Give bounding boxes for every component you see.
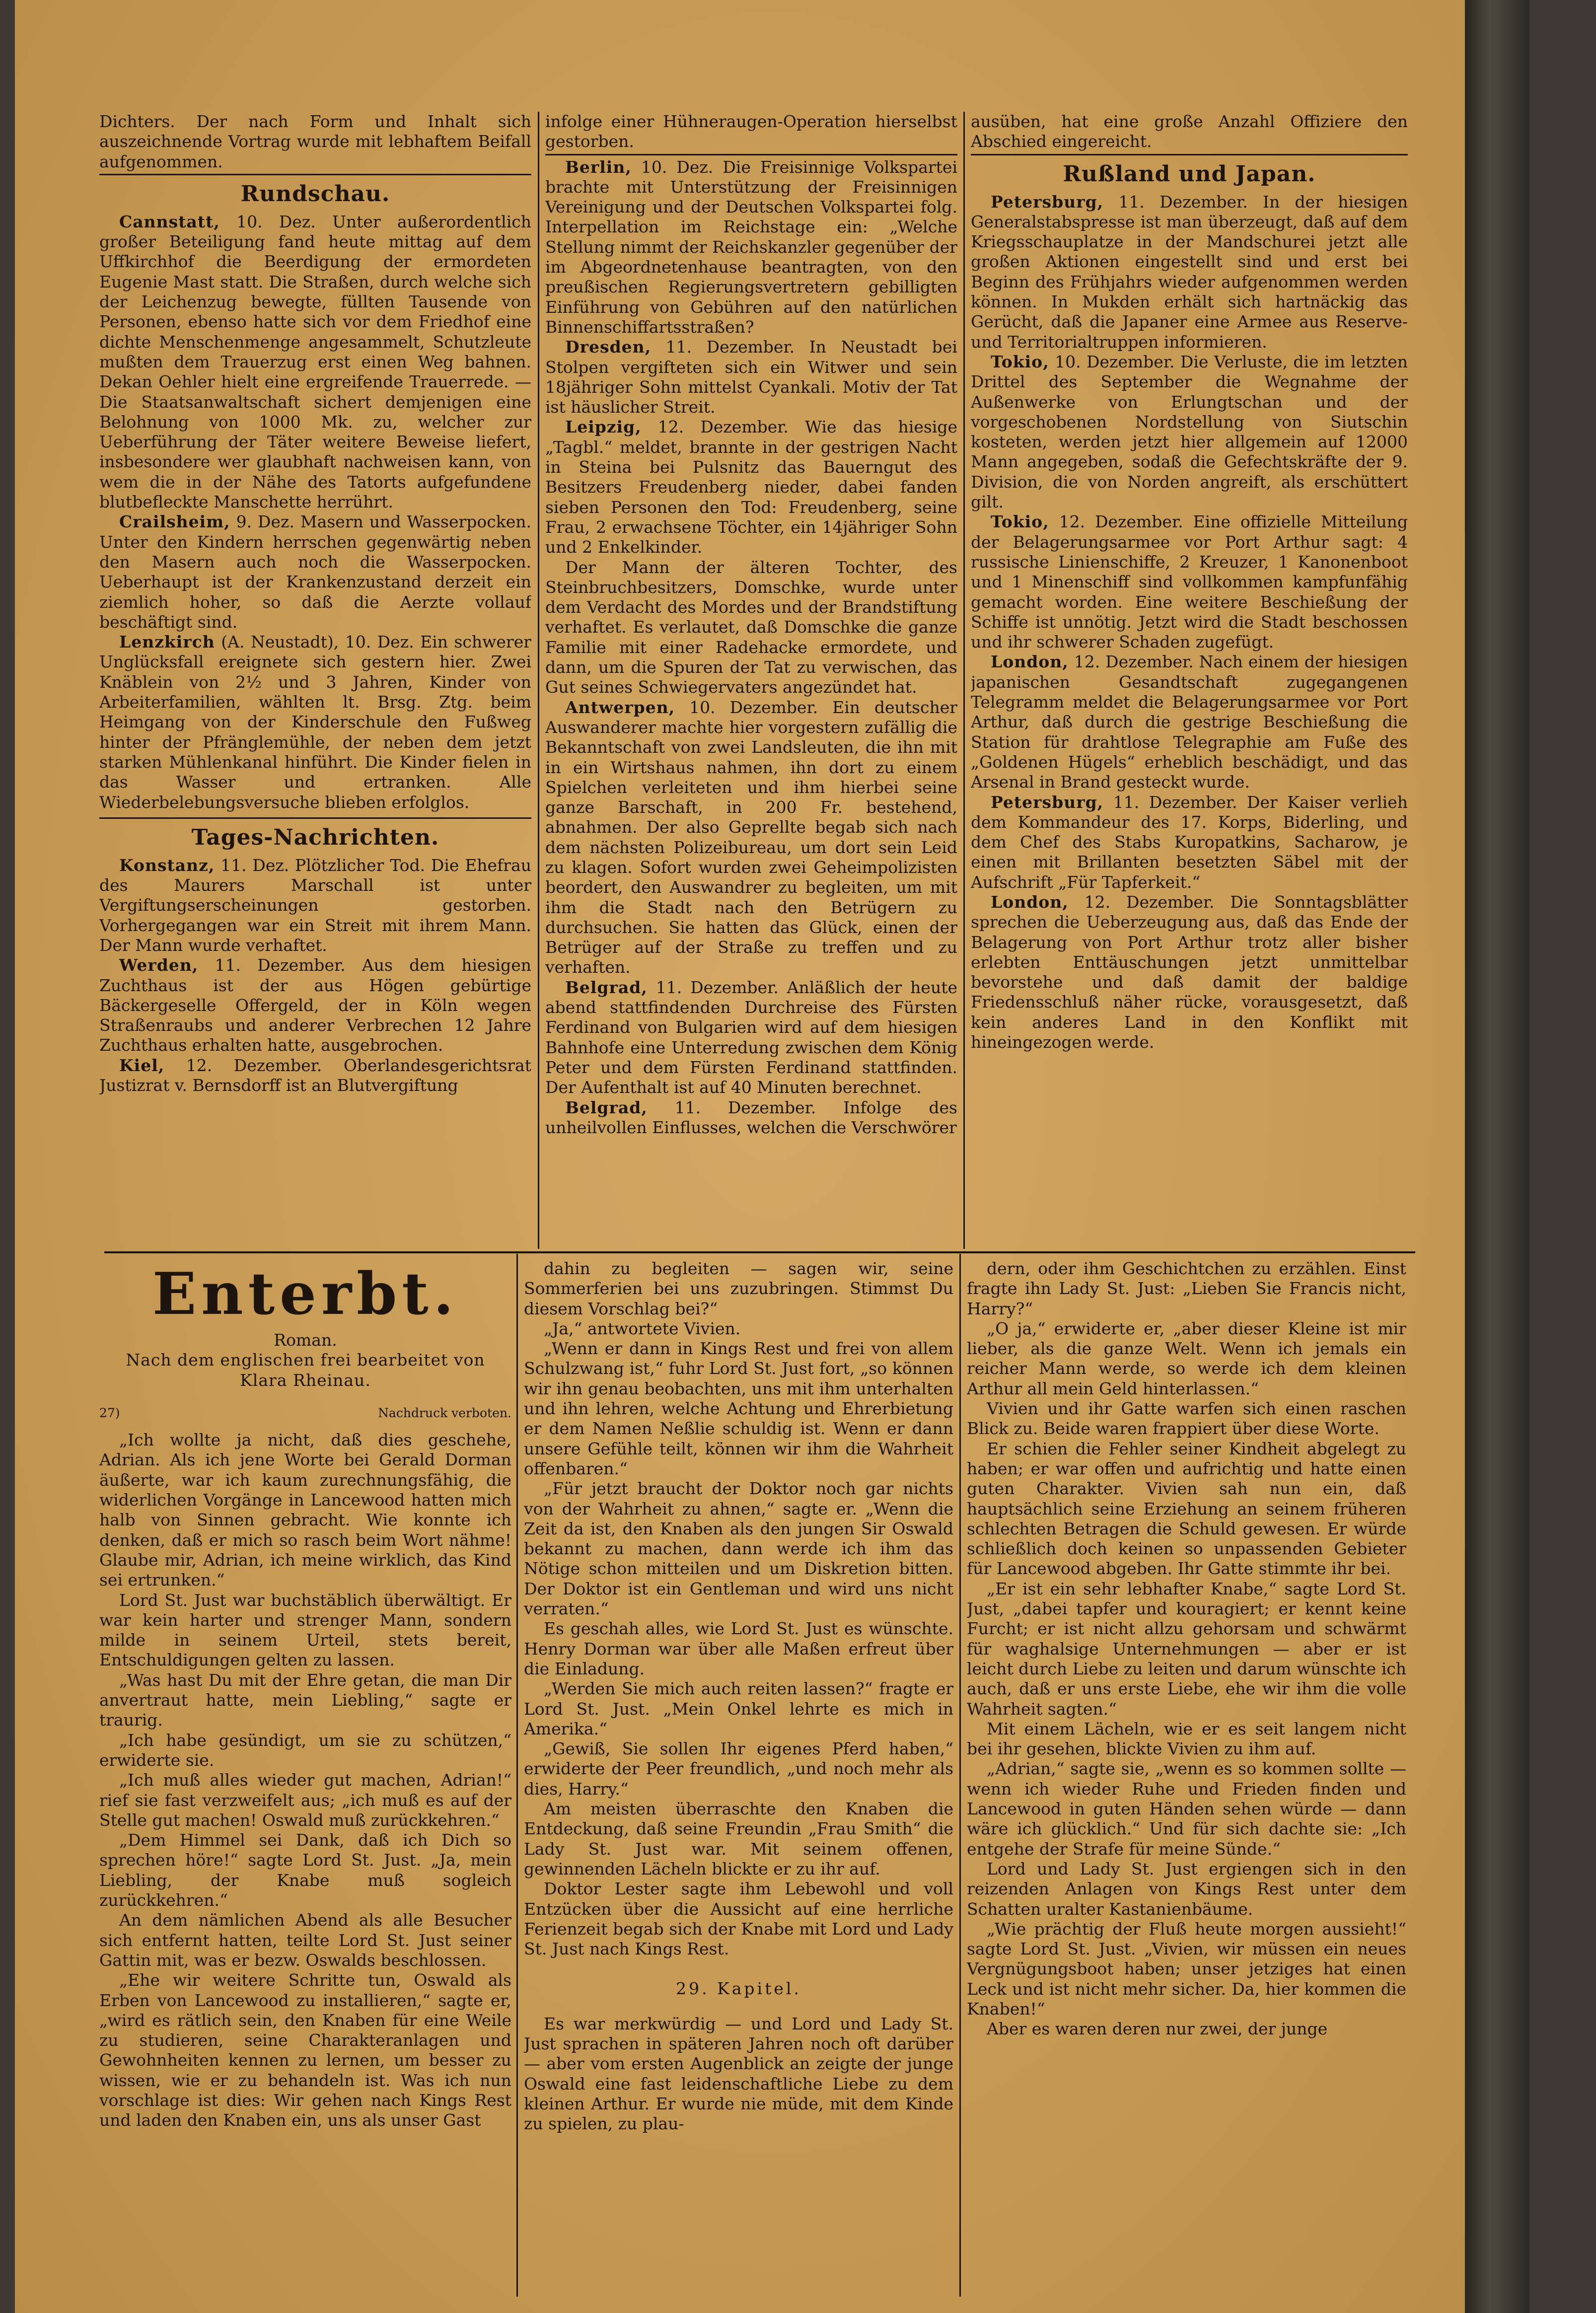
- section-divider: [104, 1251, 1415, 1253]
- novel-paragraph: „Für jetzt braucht der Doktor noch gar nichts von der Wahrheit zu ahnen,“ sagte er. „Wenn die Zeit da ist, den Knaben als den jungen Sir Oswald bekannt zu machen, dann werde ich ihm das Nötige schon mitteilen und um Diskretion bitten. Der Doktor ist ein Gentleman und wird uns nicht verraten.“: [524, 1479, 953, 1619]
- news-item-text: 10. Dez. Die Freisinnige Volkspartei brachte mit Unterstützung der Freisinnigen Vereinigung und der Deutschen Volkspartei folg. Interpellation im Reichstage ein: „Welche Stellung nimmt der Reichskanzler gegenüber der im Abgeordnetenhause beantragten, von den preußischen Regierungsvertretern gebilligten Einführung von Gebühren auf den natürlichen Binnenschiffartsstraßen?: [545, 157, 957, 337]
- news-item-text: 12. Dezember. Oberlandesgerichtsrat Justizrat v. Bernsdorff ist an Blutvergiftung: [99, 1055, 531, 1095]
- novel-paragraph: An dem nämlichen Abend als alle Besucher sich entfernt hatten, teilte Lord St. Just seiner Gattin mit, was er bezw. Oswalds beschlossen.: [99, 1910, 511, 1970]
- novel-paragraph: Er schien die Fehler seiner Kindheit abgelegt zu haben; er war offen und aufrichtig und hatte einen guten Charakter. Vivien sah nun ein, daß hauptsächlich seine Erziehung an seinem früheren schlechten Betragen die Schuld gewesen. Er würde schließlich doch keinen so unpassenden Gebieter für Lancewood abgeben. Ihr Gatte stimmte ihr bei.: [967, 1439, 1406, 1579]
- news-list: [545, 157, 957, 1138]
- news-item-text: 11. Dezember. In der hiesigen Generalstabspresse ist man überzeugt, daß auf dem Kriegsschauplatze in der Mandschurei jetzt alle großen Aktionen eingestellt sind und erst bei Beginn des Frühjahrs wieder aufgenommen werden können. In Mukden erhält sich hartnäckig das Gerücht, daß die Japaner eine Armee aus Reserve- und Territorialtruppen informieren.: [971, 192, 1408, 352]
- chapter-heading: 29. Kapitel.: [676, 1979, 801, 1999]
- novel-paragraph: „Werden Sie mich auch reiten lassen?“ fragte er Lord St. Just. „Mein Onkel lehrte es mich in Amerika.“: [524, 1679, 953, 1738]
- news-item: [971, 192, 1408, 352]
- news-item: [545, 558, 957, 698]
- rundschau-list: [99, 212, 531, 812]
- novel-paragraph: Es war merkwürdig — und Lord und Lady St. Just sprachen in späteren Jahren noch oft darüber — aber vom ersten Augenblick an zeigte der junge Oswald eine fast leidenschaftliche Liebe zu dem kleinen Arthur. Er wurde nie müde, mit dem Kinde zu spielen, zu plau-: [524, 2014, 953, 2134]
- dateline-place: Berlin,: [565, 157, 632, 177]
- novel-byline: Nach dem englischen frei bearbeitet von Klara Rheinau.: [126, 1350, 485, 1390]
- news-item: [99, 512, 531, 632]
- column-rule: [963, 112, 965, 1249]
- dateline-place: Lenzkirch: [119, 632, 215, 652]
- news-item-text: 12. Dezember. Die Sonntagsblätter sprechen die Ueberzeugung aus, daß das Ende der Belagerung von Port Arthur trotz aller bisher erlebten Enttäuschungen jetzt unmittelbar bevorstehe und daß damit der baldige Friedensschluß näher rücke, vorausgesetzt, daß kein anderes Land in den Konflikt mit hineingezogen werde.: [971, 892, 1408, 1052]
- novel-text: [524, 2014, 953, 2134]
- news-item: [545, 978, 957, 1098]
- novel-paragraph: „Adrian,“ sagte sie, „wenn es so kommen sollte — wenn ich wieder Ruhe und Frieden finden und Lancewood in guten Händen sehen würde — dann wäre ich glücklich.“ Und für sich dachte sie: „Ich entgehe der Strafe für meine Sünde.“: [967, 1759, 1406, 1859]
- dateline-place: Petersburg,: [991, 792, 1104, 812]
- news-item-text: 10. Dezember. Ein deutscher Auswanderer machte hier vorgestern zufällig die Bekanntschaft von zwei Landsleuten, die ihn mit in ein Wirtshaus nahmen, ihn dort zu einem Spielchen verleiteten und ihm hierbei seine ganze Barschaft, in 200 Fr. bestehend, abnahmen. Der also Geprellte begab sich nach dem nächsten Polizeibureau, um dort sein Leid zu klagen. Sofort wurden zwei Geheimpolizisten beordert, den Auswandrer zu begleiten, um mit ihm die Stadt nach den Betrügern zu durchsuchen. Sie hatten das Glück, einen der Betrüger auf der Straße zu treffen und zu verhaften.: [545, 697, 957, 977]
- dateline-place: Dresden,: [565, 337, 652, 357]
- dateline-place: Crailsheim,: [119, 512, 230, 532]
- dateline-place: Cannstatt,: [119, 212, 220, 231]
- section-heading: Tages-Nachrichten.: [191, 824, 439, 850]
- dateline-place: Antwerpen,: [565, 697, 675, 717]
- novel-paragraph: „Was hast Du mit der Ehre getan, die man Dir anvertraut hatte, mein Liebling,“ sagte er traurig.: [99, 1670, 511, 1730]
- news-item-text: 11. Dezember. Der Kaiser verlieh dem Kommandeur des 17. Korps, Biderling, und dem Chef des Stabs Kuropatkins, Sacharow, je einen mit Brillanten besetzten Säbel mit der Aufschrift „Für Tapferkeit.“: [971, 792, 1408, 892]
- heading-rule: [99, 174, 531, 175]
- dateline-place: Belgrad,: [565, 1097, 648, 1117]
- installment-number: 27): [99, 1405, 120, 1420]
- news-item-text: Der Mann der älteren Tochter, des Steinbruchbesitzers, Domschke, wurde unter dem Verdacht des Mordes und der Brandstiftung verhaftet. Es verlautet, daß Domschke die ganze Familie mit einer Radehacke ermordete, und dann, um die Spuren der Tat zu verwischen, das Gut seines Schwiegervaters angezündet hat.: [545, 557, 957, 697]
- column-intro: ausüben, hat eine große Anzahl Offiziere den Abschied eingereicht.: [971, 112, 1408, 151]
- novel-text: [967, 1259, 1406, 2039]
- dateline-place: Konstanz,: [119, 855, 215, 875]
- news-item-text: 11. Dez. Plötzlicher Tod. Die Ehefrau des Maurers Marschall ist unter Vergiftungserscheinungen gestorben. Vorhergegangen war ein Streit mit ihrem Mann. Der Mann wurde verhaftet.: [99, 855, 531, 955]
- novel-paragraph: „O ja,“ erwiderte er, „aber dieser Kleine ist mir lieber, als die ganze Welt. Wenn ich jemals ein reicher Mann werde, so werde ich dem kleinen Arthur all mein Geld hinterlassen.“: [967, 1318, 1406, 1398]
- news-item: [545, 157, 957, 338]
- russland-list: [971, 192, 1408, 1053]
- binding-spine: [1465, 0, 1529, 2313]
- installment-note: [99, 1403, 511, 1423]
- heading-rule: [99, 817, 531, 819]
- column-intro: Dichters. Der nach Form und Inhalt sich auszeichnende Vortrag wurde mit lebhaftem Beifall aufgenommen.: [99, 112, 531, 171]
- section-heading: Rußland und Japan.: [1063, 161, 1316, 187]
- news-item-text: 10. Dez. Unter außerordentlich großer Beteiligung fand heute mittag auf dem Uffkirchhof die Beerdigung der ermordeten Eugenie Mast statt. Die Straßen, durch welche sich der Leichenzug bewegte, füllten Tausende von Personen, ebenso hatte sich vor dem Friedhof eine dichte Menschenmenge angesammelt, Schutzleute mußten dem Trauerzug erst einen Weg bahnen. Dekan Oehler hielt eine ergreifende Trauerrede. — Die Staatsanwaltschaft sichert demjenigen eine Belohnung von 1000 Mk. zu, welcher zur Ueberführung der Täter weitere Beweise liefert, insbesondere wer glaubhaft nachweisen kann, von wem die in der Nähe des Tatorts aufgefundene blutbefleckte Manschette herrührt.: [99, 212, 531, 512]
- news-item: [971, 793, 1408, 892]
- novel-paragraph: Lord und Lady St. Just ergiengen sich in den reizenden Anlagen von Kings Rest unter dem Schatten uralter Kastanienbäume.: [967, 1859, 1406, 1919]
- novel-column-3: [967, 1259, 1406, 2302]
- novel-text: [99, 1430, 511, 2130]
- novel-text: [524, 1259, 953, 1959]
- column-rule: [538, 112, 539, 1249]
- column-rule: [516, 1254, 518, 2297]
- novel-paragraph: Doktor Lester sagte ihm Lebewohl und voll Entzücken über die Aussicht auf eine herrliche Ferienzeit begab sich der Knabe mit Lord und Lady St. Just nach Kings Rest.: [524, 1879, 953, 1959]
- novel-paragraph: dern, oder ihm Geschichtchen zu erzählen. Einst fragte ihn Lady St. Just: „Lieben Sie Francis nicht, Harry?“: [967, 1259, 1406, 1318]
- news-item: [99, 212, 531, 512]
- news-item-text: 10. Dezember. Die Verluste, die im letzten Drittel des September die Wegnahme der Außenwerke von Erlungtschan und der vorgeschobenen Nordstellung von Siutschin kosteten, werden jetzt hier allgemein auf 12000 Mann angegeben, sodaß die Gefechtskräfte der 9. Division, die von Norden angreift, als erschüttert gilt.: [971, 352, 1408, 512]
- column-rule: [959, 1254, 961, 2297]
- novel-paragraph: „Gewiß, Sie sollen Ihr eigenes Pferd haben,“ erwiderte der Peer freundlich, „und noch mehr als dies, Harry.“: [524, 1739, 953, 1799]
- dateline-place: Werden,: [119, 955, 199, 975]
- news-item: [545, 698, 957, 978]
- dateline-place: Kiel,: [119, 1055, 165, 1075]
- news-column-3: [971, 112, 1408, 1249]
- heading-rule: [971, 154, 1408, 155]
- news-item: [971, 352, 1408, 512]
- novel-column-2: [524, 1259, 953, 2302]
- news-item-text: 11. Dezember. Infolge des unheilvollen Einflusses, welchen die Verschwörer: [545, 1097, 957, 1137]
- novel-paragraph: Es geschah alles, wie Lord St. Just es wünschte. Henry Dorman war über alle Maßen erfreut über die Einladung.: [524, 1619, 953, 1678]
- news-item-text: 12. Dezember. Nach einem der hiesigen japanischen Gesandtschaft zugegangenen Telegramm meldet die Belagerungsarmee vor Port Arthur, daß durch die gestrige Beschießung die Station für drahtlose Telegraphie am Fuße des „Goldenen Hügels“ erheblich beschädigt, und das Arsenal in Brand gesteckt wurde.: [971, 652, 1408, 792]
- novel-paragraph: Mit einem Lächeln, wie er es seit langem nicht bei ihr gesehen, blickte Vivien zu ihm auf.: [967, 1719, 1406, 1759]
- dateline-place: Tokio,: [991, 512, 1049, 532]
- dateline-place: Belgrad,: [565, 977, 648, 997]
- news-column-1: [99, 112, 531, 1249]
- news-item: [99, 1056, 531, 1096]
- news-item-text: (A. Neustadt), 10. Dez. Ein schwerer Unglücksfall ereignete sich gestern hier. Zwei Knäblein von 2½ und 3 Jahren, Kinder von Arbeiterfamilien, wählten lt. Brsg. Ztg. beim Heimgang von der Kinderschule den Fußweg hinter der Pfränglemühle, der neben dem jetzt starken Mühlenkanal hinführt. Die Kinder fielen in das Wasser und ertranken. Alle Wiederbelebungsversuche blieben erfolglos.: [99, 632, 531, 812]
- news-item: [545, 337, 957, 417]
- news-item: [545, 1098, 957, 1138]
- news-item: [99, 632, 531, 812]
- section-heading: Rundschau.: [240, 181, 390, 207]
- novel-paragraph: „Wenn er dann in Kings Rest und frei von allem Schulzwang ist,“ fuhr Lord St. Just fort, „so können wir ihn genau beobachten, uns mit ihm unterhalten und ihn lehren, welche Achtung und Ehrerbietung er dem Namen Neßlie schuldig ist. Wenn er dann unsere Gefühle teilt, können wir ihm die Wahrheit offenbaren.“: [524, 1339, 953, 1478]
- tages-list: [99, 856, 531, 1096]
- dateline-place: Leipzig,: [565, 417, 642, 437]
- news-item-text: 11. Dezember. In Neustadt bei Stolpen vergifteten sich ein Witwer und sein 18jähriger Sohn mittelst Cyankali. Motiv der Tat ist häuslicher Streit.: [545, 337, 957, 417]
- novel-paragraph: Am meisten überraschte den Knaben die Entdeckung, daß seine Freundin „Frau Smith“ die Lady St. Just war. Mit seinem offenen, gewinnenden Lächeln blickte er zu ihr auf.: [524, 1799, 953, 1879]
- novel-paragraph: „Ich wollte ja nicht, daß dies geschehe, Adrian. Als ich jene Worte bei Gerald Dorman äußerte, war ich kaum zurechnungsfähig, die widerlichen Vorgänge in Lancewood hatten mich halb von Sinnen gebracht. Wie konnte ich denken, daß er mich so rasch beim Wort nähme! Glaube mir, Adrian, ich meine wirklich, das Kind sei ertrunken.“: [99, 1430, 511, 1590]
- news-item-text: 12. Dezember. Wie das hiesige „Tagbl.“ meldet, brannte in der gestrigen Nacht in Steina bei Pulsnitz das Bauerngut des Besitzers Freudenberg nieder, dabei fanden sieben Personen den Tod: Freudenberg, seine Frau, 2 erwachsene Töchter, ein 14jähriger Sohn und 2 Enkelkinder.: [545, 417, 957, 557]
- novel-paragraph: „Ich muß alles wieder gut machen, Adrian!“ rief sie fast verzweifelt aus; „ich muß es auf der Stelle gut machen! Oswald muß zurückkehren.“: [99, 1770, 511, 1830]
- news-item: [971, 512, 1408, 652]
- dateline-place: Tokio,: [991, 352, 1049, 371]
- novel-paragraph: „Ja,“ antwortete Vivien.: [544, 1318, 741, 1338]
- novel-paragraph: Aber es waren deren nur zwei, der junge: [987, 2019, 1328, 2039]
- heading-rule: [545, 154, 957, 155]
- reprint-notice: Nachdruck verboten.: [378, 1405, 511, 1420]
- novel-paragraph: „Wie prächtig der Fluß heute morgen aussieht!“ sagte Lord St. Just. „Vivien, wir müssen ein neues Vergnügungsboot haben; unser jetziges hat einen Leck und ist nicht mehr sicher. Da, hier kommen die Knaben!“: [967, 1919, 1406, 2019]
- novel-paragraph: „Er ist ein sehr lebhafter Knabe,“ sagte Lord St. Just, „dabei tapfer und kouragiert; er kennt keine Furcht; er ist nicht allzu gehorsam und schwärmt für waghalsige Unternehmungen — aber er ist leicht durch Liebe zu leiten und darum wünschte ich auch, daß er uns erste Liebe, ehe wir ihm die volle Wahrheit sagten.“: [967, 1579, 1406, 1719]
- news-item: [99, 856, 531, 955]
- news-item-text: 12. Dezember. Eine offizielle Mitteilung der Belagerungsarmee vor Port Arthur sagt: 4 russische Linienschiffe, 2 Kreuzer, 1 Kanonenboot und 1 Minenschiff sind vollkommen kampfunfähig gemacht worden. Eine weitere Beschießung der Schiffe ist unnötig. Jetzt wird die Stadt beschossen und ihr schwerer Schaden zugefügt.: [971, 512, 1408, 652]
- news-item-text: 11. Dezember. Aus dem hiesigen Zuchthaus ist der aus Högen gebürtige Bäckergeselle Offergeld, der in Köln wegen Straßenraubs und anderer Verbrechen 12 Jahre Zuchthaus erhalten hatte, ausgebrochen.: [99, 955, 531, 1055]
- novel-paragraph: „Ich habe gesündigt, um sie zu schützen,“ erwiderte sie.: [99, 1730, 511, 1770]
- news-item: [971, 892, 1408, 1052]
- novel-column-1: [99, 1259, 511, 2302]
- news-item-text: 9. Dez. Masern und Wasserpocken. Unter den Kindern herrschen gegenwärtig neben den Masern auch noch die Wasserpocken. Ueberhaupt ist der Krankenzustand derzeit ein ziemlich hoher, so daß die Aerzte vollauf beschäftigt sind.: [99, 512, 531, 632]
- column-intro: infolge einer Hühneraugen-Operation hierselbst gestorben.: [545, 112, 957, 151]
- novel-paragraph: Lord St. Just war buchstäblich überwältigt. Er war kein harter und strenger Mann, sondern milde in seinem Urteil, stets bereit, Entschuldigungen gelten zu lassen.: [99, 1590, 511, 1670]
- newspaper-page: [15, 0, 1529, 2313]
- news-item-text: 11. Dezember. Anläßlich der heute abend stattfindenden Durchreise des Fürsten Ferdinand von Bulgarien wird auf dem hiesigen Bahnhofe eine Unterredung zwischen dem König Peter und dem Fürsten Ferdinand stattfinden. Der Aufenthalt ist auf 40 Minuten berechnet.: [545, 977, 957, 1097]
- news-item: [971, 652, 1408, 792]
- dateline-place: Petersburg,: [991, 192, 1104, 212]
- novel-paragraph: „Ehe wir weitere Schritte tun, Oswald als Erben von Lancewood zu installieren,“ sagte er, „wird es rätlich sein, den Knaben für eine Weile zu studieren, seine Charakteranlagen und Gewohnheiten kennen zu lernen, um besser zu wissen, wie er zu behandeln ist. Was ich nun vorschlage ist dies: Wir gehen nach Kings Rest und laden den Knaben ein, uns als unser Gast: [99, 1970, 511, 2130]
- dateline-place: London,: [991, 652, 1069, 672]
- dateline-place: London,: [991, 892, 1069, 912]
- novel-paragraph: dahin zu begleiten — sagen wir, seine Sommerferien bei uns zuzubringen. Stimmst Du diesem Vorschlag bei?“: [524, 1259, 953, 1318]
- novel-paragraph: „Dem Himmel sei Dank, daß ich Dich so sprechen höre!“ sagte Lord St. Just. „Ja, mein Liebling, der Knabe muß sogleich zurückkehren.“: [99, 1830, 511, 1910]
- novel-paragraph: Vivien und ihr Gatte warfen sich einen raschen Blick zu. Beide waren frappiert über diese Worte.: [967, 1399, 1406, 1439]
- novel-title: Enterbt.: [152, 1260, 459, 1328]
- news-item: [545, 417, 957, 557]
- news-item: [99, 955, 531, 1055]
- news-column-2: [545, 112, 957, 1249]
- novel-genre: Roman.: [274, 1330, 337, 1350]
